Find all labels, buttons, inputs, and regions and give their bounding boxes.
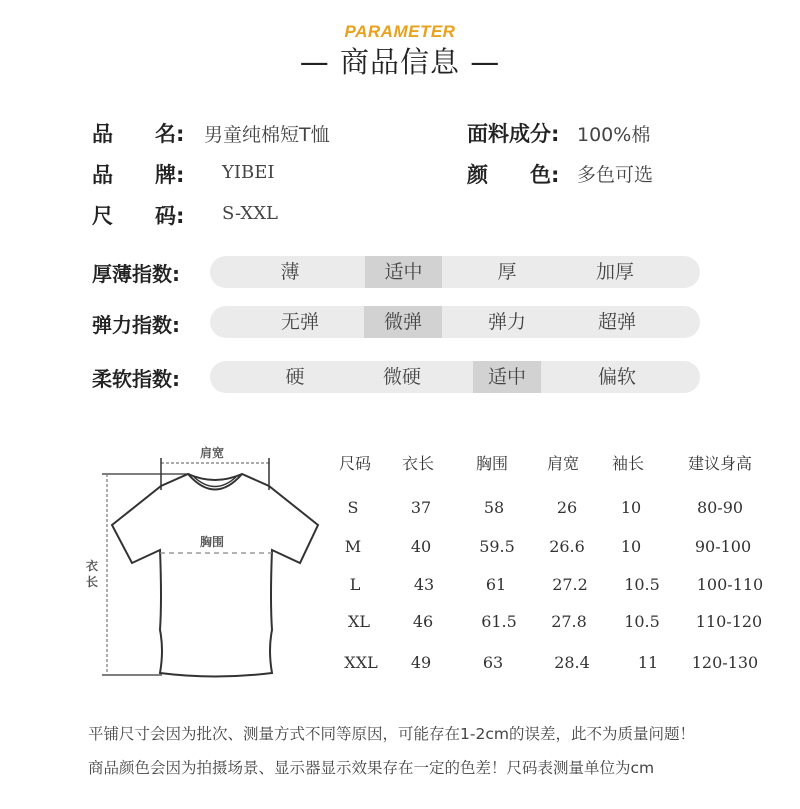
- table-cell: 26.6: [549, 537, 585, 556]
- softness-option-hard: 硬: [285, 366, 305, 388]
- info-value-material: 100%棉: [577, 124, 651, 146]
- note-measurement-error: 平铺尺寸会因为批次、测量方式不同等原因，可能存在1-2cm的误差，此不为质量问题！: [88, 725, 695, 743]
- thickness-option-thick: 厚: [497, 261, 517, 283]
- elasticity-option-none: 无弹: [280, 311, 319, 333]
- page-title: — 商品信息 —: [299, 45, 501, 79]
- parameter-subtitle: PARAMETER: [344, 22, 456, 41]
- info-label-name: 品 名:: [92, 122, 185, 146]
- table-cell: 61: [485, 575, 507, 594]
- chest-label: 胸围: [200, 535, 225, 549]
- thickness-index-label: 厚薄指数:: [92, 262, 180, 286]
- table-cell: 40: [410, 537, 432, 556]
- table-cell: L: [349, 575, 361, 594]
- table-cell: 46: [412, 612, 434, 631]
- table-cell: 37: [410, 498, 432, 517]
- table-cell: 59.5: [479, 537, 515, 556]
- table-cell: XL: [347, 612, 370, 631]
- softness-option-medium-selected: 适中: [473, 361, 541, 393]
- thickness-option-thin: 薄: [280, 261, 300, 283]
- table-cell: 80-90: [696, 498, 744, 517]
- table-cell: S: [347, 498, 359, 517]
- table-cell: 110-120: [695, 612, 763, 631]
- table-cell: 10.5: [624, 612, 660, 631]
- info-value-brand: YIBEI: [222, 162, 275, 183]
- info-value-name: 男童纯棉短T恤: [204, 124, 330, 146]
- info-label-material: 面料成分:: [467, 122, 560, 146]
- elasticity-option-super: 超弹: [597, 311, 636, 333]
- info-value-color: 多色可选: [577, 164, 654, 186]
- softness-option-slightly-hard: 微硬: [382, 366, 421, 388]
- table-cell: 26: [556, 498, 578, 517]
- table-cell: 11: [637, 653, 659, 672]
- table-header-height: 建议身高: [687, 454, 752, 473]
- table-cell: 120-130: [691, 653, 759, 672]
- table-cell: 63: [482, 653, 504, 672]
- elasticity-index-label: 弹力指数:: [92, 313, 180, 337]
- table-header-sleeve: 袖长: [611, 454, 644, 473]
- table-cell: 43: [413, 575, 435, 594]
- table-cell: XXL: [344, 653, 378, 672]
- softness-option-soft: 偏软: [597, 366, 636, 388]
- length-label: 衣长: [86, 559, 99, 589]
- table-cell: 10: [620, 498, 642, 517]
- table-cell: 10: [620, 537, 642, 556]
- info-value-size: S-XXL: [222, 203, 279, 224]
- table-cell: 100-110: [696, 575, 764, 594]
- elasticity-option-elastic: 弹力: [487, 311, 526, 333]
- softness-index-label: 柔软指数:: [92, 367, 180, 391]
- elasticity-option-slight-selected: 微弹: [364, 306, 442, 338]
- table-header-chest: 胸围: [475, 454, 508, 473]
- table-cell: 10.5: [624, 575, 660, 594]
- thickness-option-medium-selected: 适中: [365, 256, 442, 288]
- table-cell: 28.4: [554, 653, 590, 672]
- table-cell: 49: [410, 653, 432, 672]
- info-label-brand: 品 牌:: [92, 163, 185, 187]
- table-cell: 58: [483, 498, 505, 517]
- note-color-difference: 商品颜色会因为拍摄场景、显示器显示效果存在一定的色差！尺码表测量单位为cm: [88, 759, 655, 777]
- table-cell: M: [344, 537, 362, 556]
- table-header-length: 衣长: [401, 454, 434, 473]
- info-label-color: 颜 色:: [467, 163, 560, 187]
- table-cell: 90-100: [694, 537, 752, 556]
- table-cell: 61.5: [481, 612, 517, 631]
- table-header-size: 尺码: [338, 454, 371, 473]
- table-header-shoulder: 肩宽: [546, 454, 579, 473]
- info-label-size: 尺 码:: [92, 204, 185, 228]
- thickness-option-extra-thick: 加厚: [595, 261, 634, 283]
- table-cell: 27.8: [551, 612, 587, 631]
- table-cell: 27.2: [552, 575, 588, 594]
- shoulder-width-label: 肩宽: [200, 446, 225, 460]
